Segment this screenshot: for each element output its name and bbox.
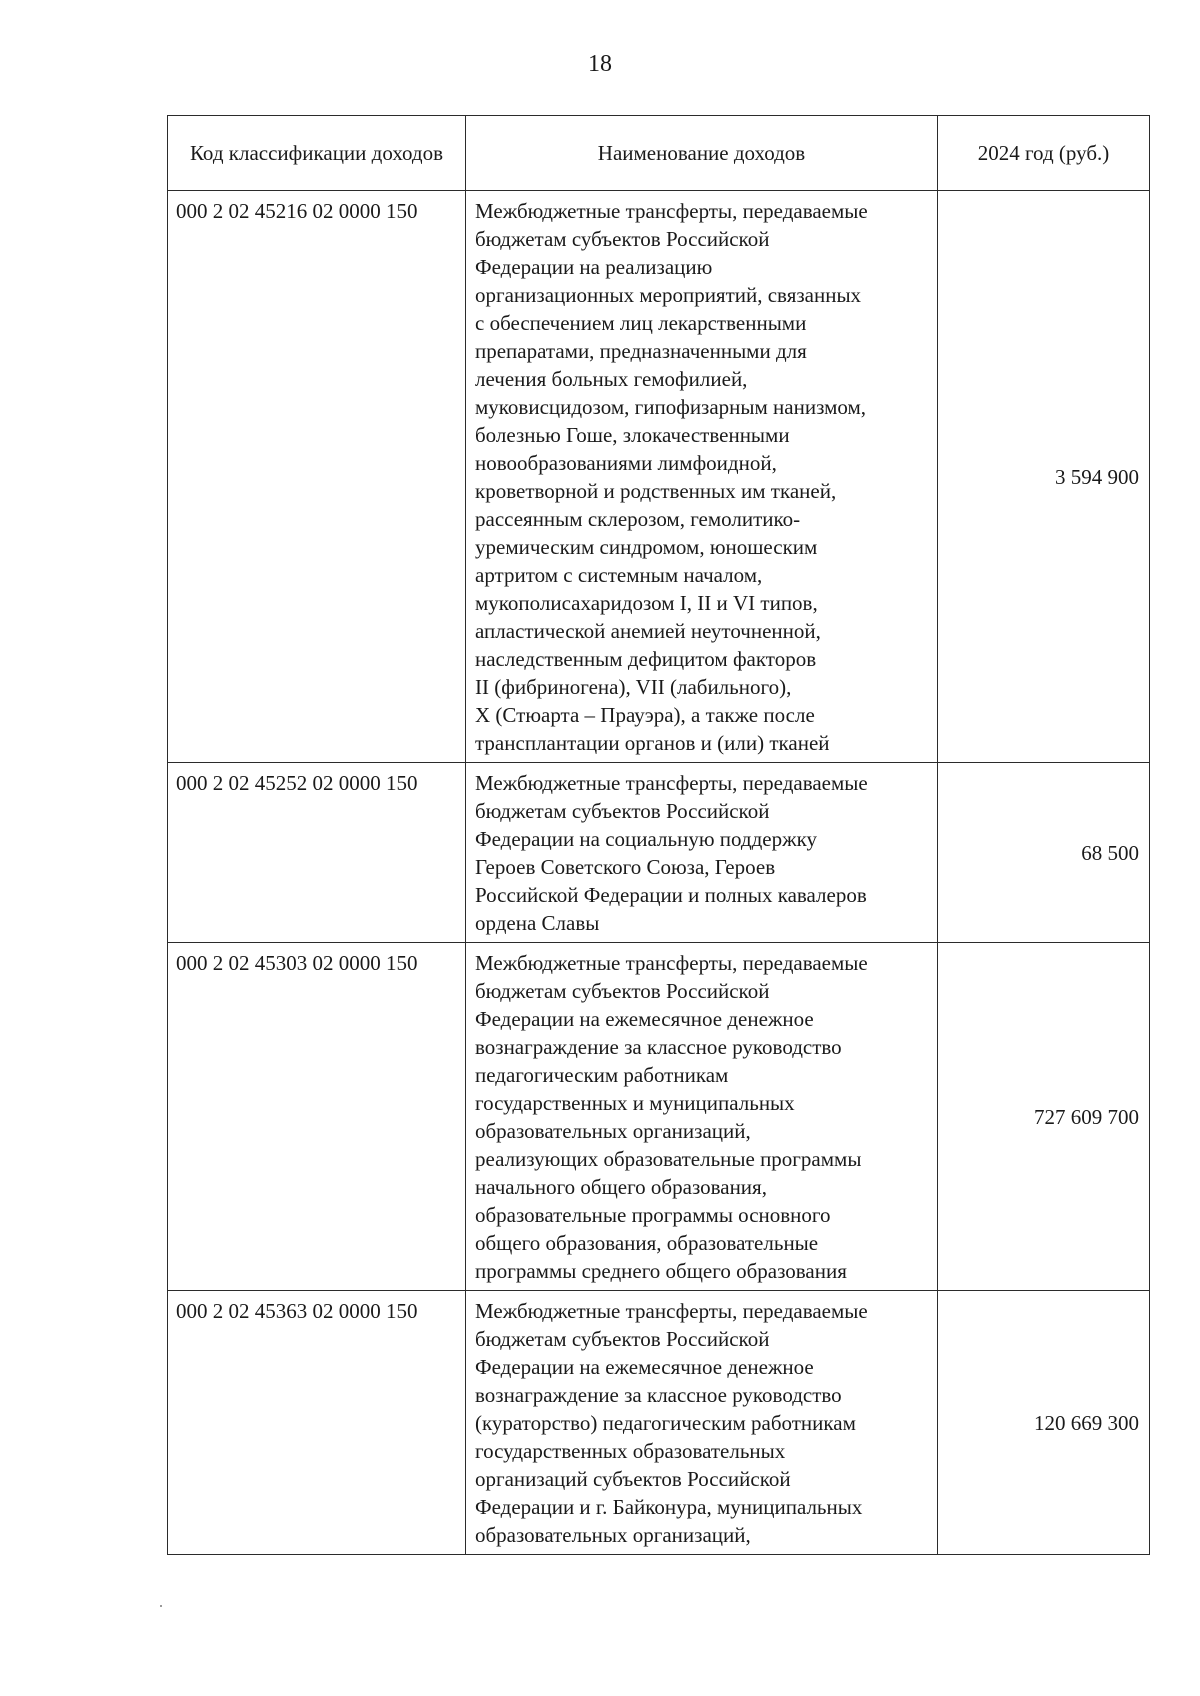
income-name-line: педагогическим работникам bbox=[475, 1063, 729, 1087]
income-name-line: бюджетам субъектов Российской bbox=[475, 799, 770, 823]
table-row bbox=[168, 763, 1150, 943]
income-name-line: образовательных организаций, bbox=[475, 1523, 751, 1547]
income-name-cell bbox=[466, 763, 938, 943]
income-name-line: государственных и муниципальных bbox=[475, 1091, 795, 1115]
income-name-line: реализующих образовательные программы bbox=[475, 1147, 862, 1171]
income-name-cell bbox=[466, 191, 938, 763]
income-name-line: препаратами, предназначенными для bbox=[475, 339, 807, 363]
income-name-line: рассеянным склерозом, гемолитико- bbox=[475, 507, 801, 531]
income-name-line: Федерации на ежемесячное денежное bbox=[475, 1007, 814, 1031]
income-name-line: лечения больных гемофилией, bbox=[475, 367, 748, 391]
income-amount-cell: 120 669 300 bbox=[938, 1291, 1150, 1555]
header-code: Код классификации доходов bbox=[168, 116, 466, 191]
income-name-line: начального общего образования, bbox=[475, 1175, 767, 1199]
income-name-line: уремическим синдромом, юношеским bbox=[475, 535, 818, 559]
income-code-cell: 000 2 02 45252 02 0000 150 bbox=[168, 763, 466, 943]
table-row bbox=[168, 943, 1150, 1291]
table-row bbox=[168, 191, 1150, 763]
income-name-line: Федерации и г. Байконура, муниципальных bbox=[475, 1495, 863, 1519]
income-name-line: вознаграждение за классное руководство bbox=[475, 1035, 842, 1059]
income-code-cell: 000 2 02 45363 02 0000 150 bbox=[168, 1291, 466, 1555]
income-name-line: Федерации на социальную поддержку bbox=[475, 827, 818, 851]
scan-speck bbox=[160, 1605, 162, 1607]
income-name-line: мукополисахаридозом I, II и VI типов, bbox=[475, 591, 818, 615]
income-name-line: муковисцидозом, гипофизарным нанизмом, bbox=[475, 395, 867, 419]
income-name-line: X (Стюарта – Прауэра), а также после bbox=[475, 703, 815, 727]
income-name-line: II (фибриногена), VII (лабильного), bbox=[475, 675, 792, 699]
income-name-line: программы среднего общего образования bbox=[475, 1259, 847, 1283]
income-name-line: Межбюджетные трансферты, передаваемые bbox=[475, 771, 868, 795]
income-name-line: бюджетам субъектов Российской bbox=[475, 979, 770, 1003]
income-name-line: Героев Советского Союза, Героев bbox=[475, 855, 776, 879]
income-name-line: организационных мероприятий, связанных bbox=[475, 283, 862, 307]
table-row bbox=[168, 1291, 1150, 1555]
income-name-line: организаций субъектов Российской bbox=[475, 1467, 791, 1491]
income-name-cell bbox=[466, 943, 938, 1291]
income-name-line: вознаграждение за классное руководство bbox=[475, 1383, 842, 1407]
income-name-line: Межбюджетные трансферты, передаваемые bbox=[475, 199, 868, 223]
income-name-line: болезнью Гоше, злокачественными bbox=[475, 423, 790, 447]
income-name-line: образовательных организаций, bbox=[475, 1119, 751, 1143]
income-name-line: бюджетам субъектов Российской bbox=[475, 1327, 770, 1351]
income-name-line: Федерации на реализацию bbox=[475, 255, 713, 279]
income-code-cell: 000 2 02 45303 02 0000 150 bbox=[168, 943, 466, 1291]
income-name-line: ордена Славы bbox=[475, 911, 600, 935]
income-name-line: трансплантации органов и (или) тканей bbox=[475, 731, 830, 755]
income-name-line: общего образования, образовательные bbox=[475, 1231, 819, 1255]
income-name-line: с обеспечением лиц лекарственными bbox=[475, 311, 807, 335]
income-name-line: образовательные программы основного bbox=[475, 1203, 831, 1227]
header-name: Наименование доходов bbox=[466, 116, 938, 191]
income-name-line: бюджетам субъектов Российской bbox=[475, 227, 770, 251]
income-name-line: наследственным дефицитом факторов bbox=[475, 647, 817, 671]
table-header-row bbox=[168, 116, 1150, 191]
income-name-line: кроветворной и родственных им тканей, bbox=[475, 479, 837, 503]
table-body bbox=[168, 191, 1150, 1555]
income-name-line: Межбюджетные трансферты, передаваемые bbox=[475, 951, 868, 975]
page-number: 18 bbox=[588, 51, 612, 77]
income-amount-cell: 727 609 700 bbox=[938, 943, 1150, 1291]
income-name-cell bbox=[466, 1291, 938, 1555]
income-name-line: государственных образовательных bbox=[475, 1439, 786, 1463]
header-amount: 2024 год (руб.) bbox=[938, 116, 1150, 191]
income-name-line: Межбюджетные трансферты, передаваемые bbox=[475, 1299, 868, 1323]
income-name-line: Российской Федерации и полных кавалеров bbox=[475, 883, 867, 907]
income-name-line: апластической анемией неуточненной, bbox=[475, 619, 821, 643]
income-amount-cell: 68 500 bbox=[938, 763, 1150, 943]
income-amount-cell: 3 594 900 bbox=[938, 191, 1150, 763]
income-name-line: артритом с системным началом, bbox=[475, 563, 763, 587]
income-table bbox=[167, 115, 1150, 1555]
income-code-cell: 000 2 02 45216 02 0000 150 bbox=[168, 191, 466, 763]
income-name-line: Федерации на ежемесячное денежное bbox=[475, 1355, 814, 1379]
income-name-line: новообразованиями лимфоидной, bbox=[475, 451, 777, 475]
income-name-line: (кураторство) педагогическим работникам bbox=[475, 1411, 856, 1435]
